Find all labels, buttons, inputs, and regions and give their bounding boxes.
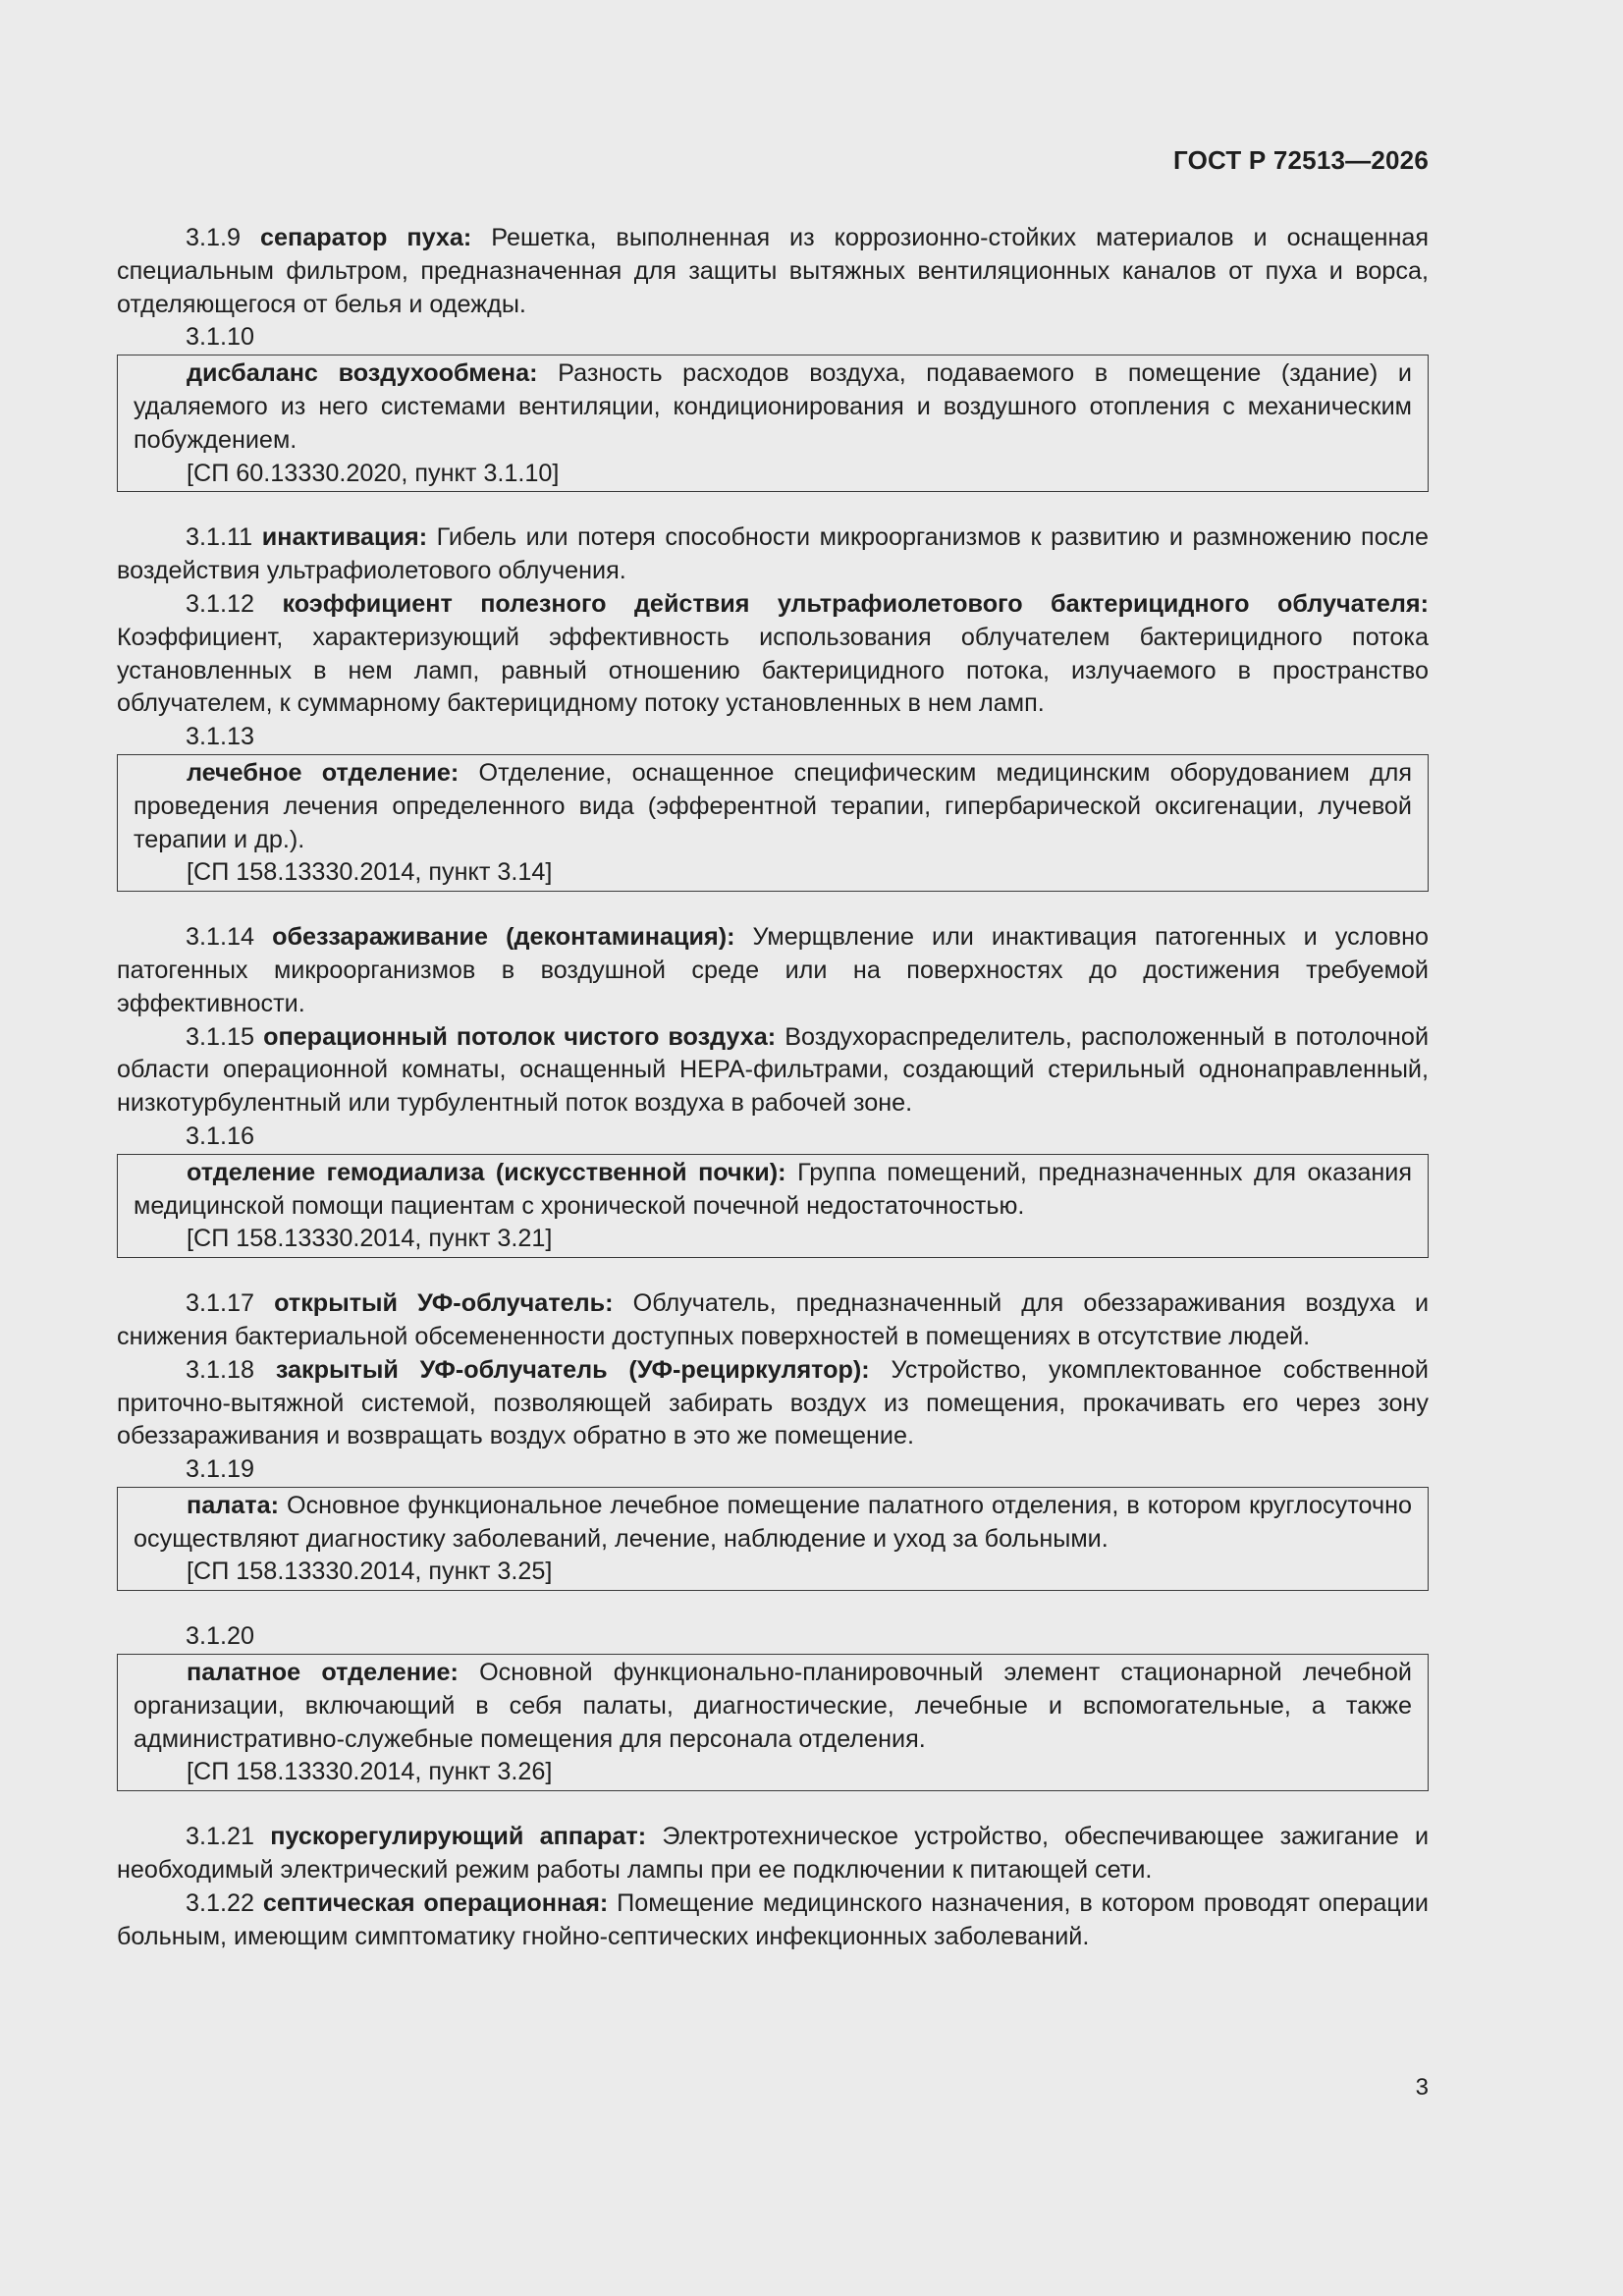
entry-term: дисбаланс воздухообмена:	[187, 359, 538, 388]
entry-term: инактивация:	[261, 523, 428, 552]
quoted-definition-box-3-1-20	[117, 1654, 1429, 1791]
term-entry-3-1-21	[117, 1821, 1429, 1887]
entry-number: 3.1.12	[186, 589, 255, 618]
entry-number: 3.1.14	[186, 923, 255, 952]
entry-term: операционный потолок чистого воздуха:	[263, 1022, 777, 1051]
entry-definition: Электротехническое устройство, обеспечивающее зажигание и необходимый электрический режим работы лампы при ее подключении к питающей сети.	[117, 1823, 1430, 1885]
term-entry-3-1-12	[117, 588, 1429, 721]
entry-number-3-1-13: 3.1.13	[186, 723, 255, 751]
entry-definition: Воздухораспределитель, расположенный в потолочной области операционной комнаты, оснащенный HEPA-фильтрами, создающий стерильный однонаправленный, низкотурбулентный или турбулентный поток воздуха в рабочей зоне.	[117, 1022, 1430, 1118]
entry-source: [СП 158.13330.2014, пункт 3.21]	[187, 1225, 553, 1253]
entry-source: [СП 60.13330.2020, пункт 3.1.10]	[187, 459, 560, 487]
entry-number: 3.1.18	[186, 1355, 255, 1384]
entry-number: 3.1.15	[186, 1022, 255, 1051]
entry-number: 3.1.9	[186, 224, 242, 251]
entry-term: открытый УФ-облучатель:	[274, 1289, 614, 1318]
term-entry-3-1-22	[117, 1887, 1429, 1954]
entry-source: [СП 158.13330.2014, пункт 3.26]	[187, 1758, 553, 1786]
entry-term: септическая операционная:	[262, 1888, 609, 1917]
document-header: ГОСТ Р 72513—2026	[1173, 145, 1429, 175]
term-entry-3-1-19	[134, 1490, 1412, 1557]
term-entry-3-1-18	[117, 1354, 1429, 1453]
entry-number-3-1-20: 3.1.20	[186, 1622, 255, 1651]
entry-number: 3.1.21	[186, 1823, 255, 1851]
entry-term: закрытый УФ-облучатель (УФ-рециркулятор):	[275, 1355, 870, 1384]
term-entry-3-1-16	[134, 1157, 1412, 1224]
term-entry-3-1-11	[117, 521, 1429, 588]
entry-source: [СП 158.13330.2014, пункт 3.25]	[187, 1558, 553, 1586]
entry-source: [СП 158.13330.2014, пункт 3.14]	[187, 858, 553, 887]
page-number: 3	[1415, 2074, 1429, 2101]
entry-definition: Умерщвление или инактивация патогенных и условно патогенных микроорганизмов в воздушной среде или на поверхностях до достижения требуемой эффективности.	[117, 923, 1429, 1017]
quoted-definition-box-3-1-19	[117, 1487, 1429, 1591]
term-entry-3-1-14	[117, 921, 1429, 1020]
entry-number: 3.1.22	[186, 1888, 255, 1917]
entry-number-3-1-10: 3.1.10	[186, 323, 255, 352]
term-entry-3-1-13	[134, 757, 1412, 856]
entry-term: сепаратор пуха:	[260, 224, 472, 251]
entry-term: коэффициент полезного действия ультрафиолетового бактерицидного облучателя:	[282, 589, 1430, 618]
entry-definition: Решетка, выполненная из коррозионно-стойких материалов и оснащенная специальным фильтром, предназначенная для защиты вытяжных вентиляционных каналов от пуха и ворса, отделяющегося от белья и одежды.	[117, 224, 1430, 318]
quoted-definition-box-3-1-13	[117, 754, 1429, 892]
entry-definition: Основной функционально-планировочный элемент стационарной лечебной организации, включающий в себя палаты, диагностические, лечебные и вспомогательные, а также административно-служебные помещения для персонала отделения.	[134, 1659, 1413, 1753]
entry-number-3-1-19: 3.1.19	[186, 1455, 255, 1484]
quoted-definition-box-3-1-16	[117, 1154, 1429, 1258]
term-entry-3-1-15	[117, 1021, 1429, 1121]
term-entry-3-1-17	[117, 1287, 1429, 1354]
entry-definition: Отделение, оснащенное специфическим медицинским оборудованием для проведения лечения определенного вида (эфферентной терапии, гипербарической оксигенации, лучевой терапии и др.).	[134, 758, 1412, 853]
entry-definition: Помещение медицинского назначения, в котором проводят операции больным, имеющим симптоматику гнойно-септических инфекционных заболеваний.	[117, 1888, 1429, 1950]
entry-definition: Устройство, укомплектованное собственной приточно-вытяжной системой, позволяющей забирать воздух из помещения, прокачивать его через зону обеззараживания и возвращать воздух обратно в это же помещение.	[117, 1355, 1430, 1450]
entry-definition: Гибель или потеря способности микроорганизмов к развитию и размножению после воздействия ультрафиолетового облучения.	[117, 523, 1430, 585]
quoted-definition-box-3-1-10	[117, 355, 1429, 492]
entry-term: пускорегулирующий аппарат:	[270, 1823, 647, 1851]
entry-term: палатное отделение:	[187, 1659, 459, 1687]
entry-term: обеззараживание (деконтаминация):	[272, 923, 735, 952]
entry-definition: Разность расходов воздуха, подаваемого в помещение (здание) и удаляемого из него системами вентиляции, кондиционирования и воздушного отопления с механическим побуждением.	[134, 359, 1412, 454]
term-entry-3-1-9	[117, 222, 1429, 321]
term-entry-3-1-20	[134, 1657, 1412, 1756]
entry-number: 3.1.11	[186, 523, 253, 552]
entry-term: палата:	[187, 1491, 279, 1519]
entry-number: 3.1.17	[186, 1289, 255, 1318]
entry-term: отделение гемодиализа (искусственной почки):	[187, 1158, 786, 1186]
document-body	[117, 222, 1429, 1953]
term-entry-3-1-10	[134, 357, 1412, 457]
entry-number-3-1-16: 3.1.16	[186, 1121, 255, 1150]
entry-definition: Группа помещений, предназначенных для оказания медицинской помощи пациентам с хронической почечной недостаточностью.	[134, 1158, 1412, 1220]
entry-term: лечебное отделение:	[187, 758, 460, 787]
entry-definition: Коэффициент, характеризующий эффективность использования облучателем бактерицидного потока установленных в нем ламп, равный отношению бактерицидного потока, излучаемого в пространство облучателем, к суммарному бактерицидному потоку установленных в нем ламп.	[117, 623, 1429, 718]
entry-definition: Основное функциональное лечебное помещение палатного отделения, в котором круглосуточно осуществляют диагностику заболеваний, лечение, наблюдение и уход за больными.	[134, 1491, 1412, 1553]
entry-definition: Облучатель, предназначенный для обеззараживания воздуха и снижения бактериальной обсемененности доступных поверхностей в помещениях в отсутствие людей.	[117, 1289, 1430, 1350]
